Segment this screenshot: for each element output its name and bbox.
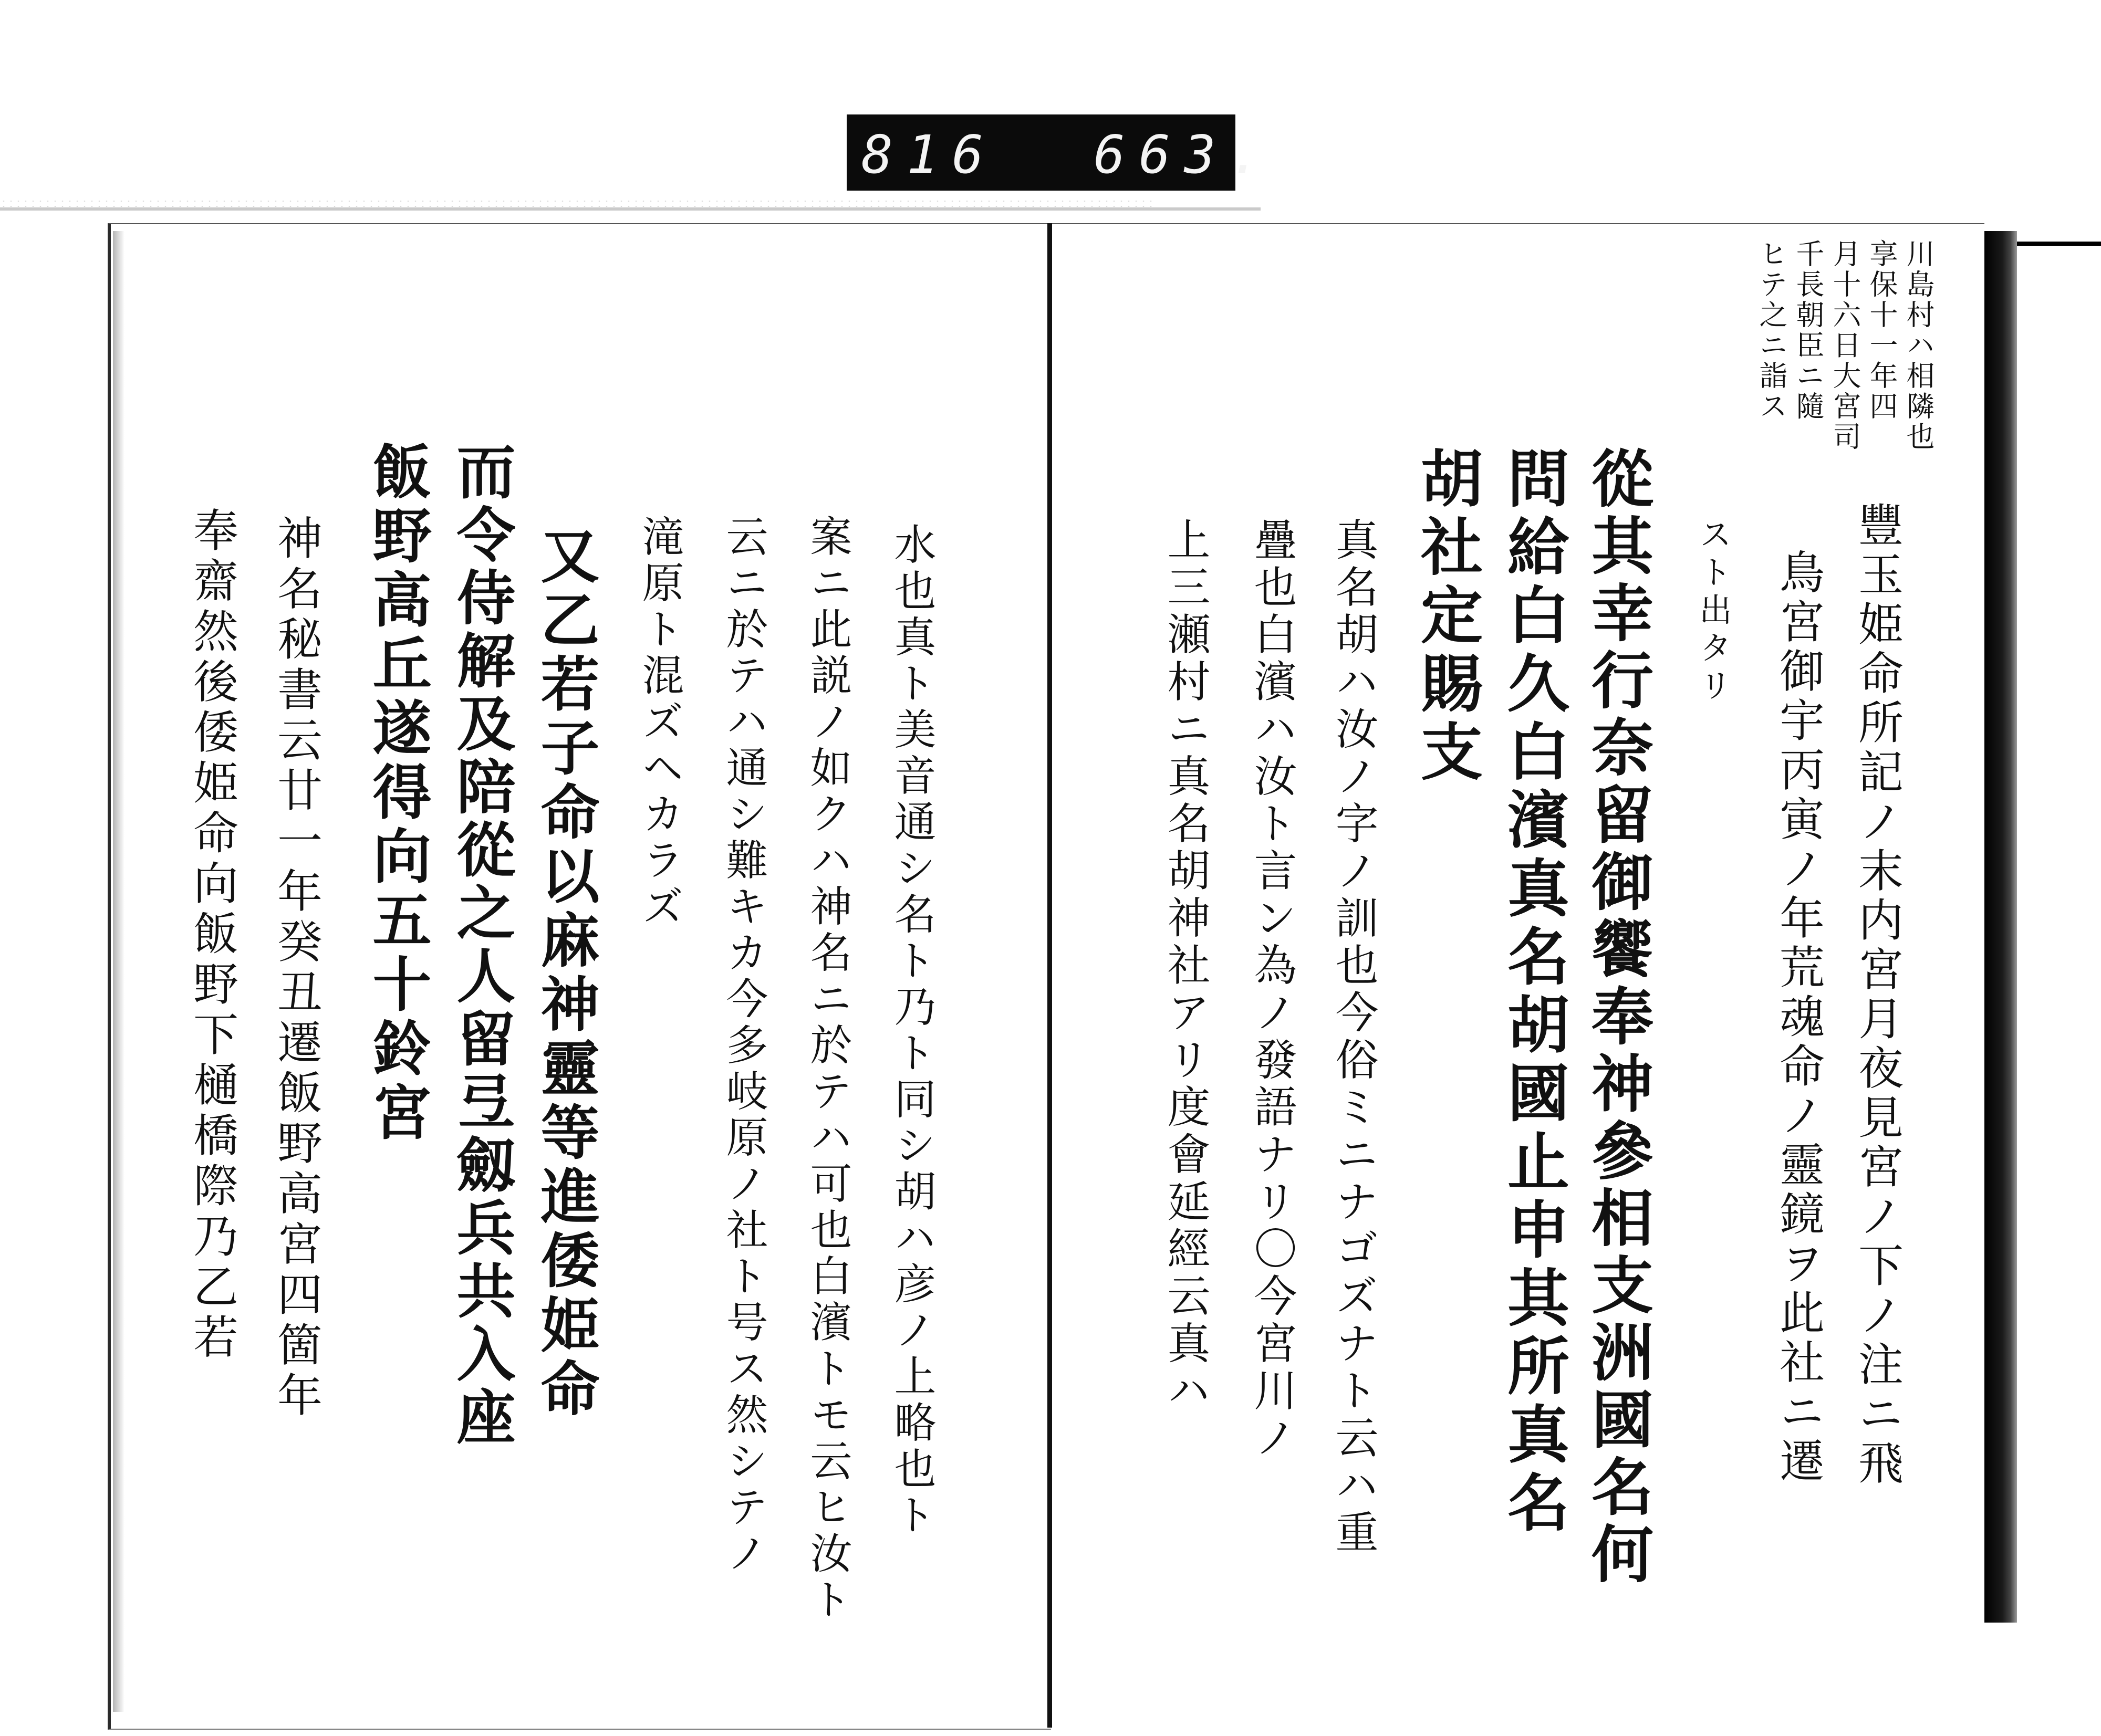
commentary-line: 滝原ト混ズヘカラズ bbox=[635, 515, 684, 930]
intro-line: 豐玉姫命所記ノ末内宮月夜見宮ノ下ノ注ニ飛 bbox=[1850, 501, 1903, 1489]
commentary-line: 云ニ於テハ通シ難キカ今多岐原ノ社ト号ス然シテノ bbox=[719, 515, 768, 1577]
header-note-line: ヒテ之ニ詣ス bbox=[1755, 239, 1788, 422]
intro-line: スト出タリ bbox=[1694, 517, 1732, 706]
header-note-line: 月十六日大宮司 bbox=[1828, 239, 1861, 452]
note-line: 奉齋然後倭姫命向飯野下樋橋際乃乙若 bbox=[185, 507, 238, 1364]
main-text-line: 問給白久白濱真名胡國止申其所真名 bbox=[1497, 446, 1570, 1539]
archive-label-left: 816 bbox=[861, 124, 997, 185]
archive-label bbox=[847, 114, 1275, 191]
left-page-edge-shadow bbox=[113, 231, 124, 1712]
main-text-line: 而令侍解及陪從之人留弖劔兵共入座 bbox=[447, 441, 516, 1449]
main-text-line: 從其幸行奈留御饗奉神參相支洲國名何 bbox=[1581, 446, 1654, 1589]
main-text-line: 飯野高丘遂得向五十鈴宮 bbox=[363, 441, 432, 1146]
commentary-line: 上三瀬村ニ真名胡神社アリ度會延經云真ハ bbox=[1160, 517, 1210, 1415]
header-note-line: 千長朝臣ニ隨 bbox=[1792, 239, 1825, 422]
book-gutter bbox=[1047, 223, 1052, 1728]
commentary-line: 疊也白濱ハ汝ト言ン為ノ發語ナリ〇今宮川ノ bbox=[1247, 517, 1297, 1462]
commentary-line: 案ニ此説ノ如クハ神名ニ於テハ可也白濱トモ云ヒ汝ト bbox=[803, 515, 852, 1624]
scan-edge-line bbox=[0, 207, 1261, 211]
main-text-line: 又乙若子命以麻神靈等進倭姫命 bbox=[531, 525, 600, 1422]
main-text-line: 胡社定賜支 bbox=[1410, 446, 1483, 788]
header-note-line: 川島村ハ相隣也 bbox=[1902, 239, 1935, 452]
note-line: 神名秘書云廿一年癸丑遷飯野高宮四箇年 bbox=[269, 515, 322, 1422]
commentary-line: 真名胡ハ汝ノ字ノ訓也今俗ミニナゴズナト云ハ重 bbox=[1328, 517, 1378, 1557]
archive-label-right: 663. bbox=[1094, 124, 1275, 185]
commentary-line: 水也真ト美音通シ名ト乃ト同シ胡ハ彦ノ上略也ト bbox=[887, 522, 936, 1539]
header-note-line: 享保十一年四 bbox=[1865, 239, 1898, 422]
intro-line: 鳥宮御宇丙寅ノ年荒魂命ノ靈鏡ヲ此社ニ遷 bbox=[1772, 549, 1824, 1487]
right-edge-rule bbox=[2017, 242, 2101, 246]
right-page-binding-edge bbox=[1984, 231, 2017, 1623]
